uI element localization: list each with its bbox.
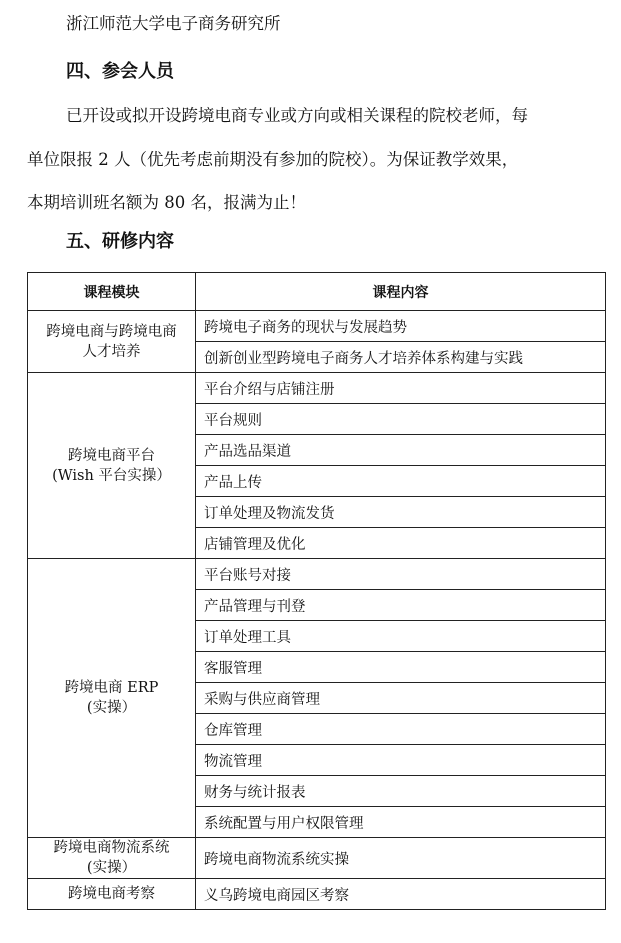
module-name-line: (实操） xyxy=(86,700,137,716)
content-cell: 客服管理 xyxy=(196,652,606,683)
module-name-line: 跨境电商平台 xyxy=(68,447,155,464)
section-4-paragraph-line-1: 已开设或拟开设跨境电商专业或方向或相关课程的院校老师，每 xyxy=(66,106,528,125)
module-name-line: 跨境电商 ERP xyxy=(64,680,159,696)
module-name-line: (Wish 平台实操） xyxy=(52,467,171,484)
content-cell: 平台介绍与店铺注册 xyxy=(196,373,606,404)
content-cell: 店铺管理及优化 xyxy=(196,528,606,559)
content-cell: 系统配置与用户权限管理 xyxy=(196,807,606,838)
table-body xyxy=(28,311,606,910)
module-cell xyxy=(28,311,196,373)
table-header-row xyxy=(28,273,606,311)
table-row xyxy=(28,311,606,342)
section-4-paragraph-line-3: 本期培训班名额为 80 名，报满为止！ xyxy=(27,193,306,212)
content-cell: 跨境电商物流系统实操 xyxy=(196,838,606,879)
content-cell: 跨境电子商务的现状与发展趋势 xyxy=(196,311,606,342)
module-cell xyxy=(28,559,196,838)
content-cell: 仓库管理 xyxy=(196,714,606,745)
table-row xyxy=(28,373,606,404)
content-cell: 订单处理工具 xyxy=(196,621,606,652)
content-cell: 平台规则 xyxy=(196,404,606,435)
module-cell xyxy=(28,838,196,879)
content-cell: 创新创业型跨境电子商务人才培养体系构建与实践 xyxy=(196,342,606,373)
content-cell: 义乌跨境电商园区考察 xyxy=(196,879,606,910)
module-name-line: (实操） xyxy=(86,860,137,876)
module-name-line: 跨境电商考察 xyxy=(68,886,155,902)
module-name-line: 跨境电商物流系统 xyxy=(53,840,170,856)
content-cell: 产品上传 xyxy=(196,466,606,497)
section-4-paragraph-line-2: 单位限报 2 人（优先考虑前期没有参加的院校）。为保证教学效果， xyxy=(27,150,519,169)
content-cell: 财务与统计报表 xyxy=(196,776,606,807)
content-cell: 产品管理与刊登 xyxy=(196,590,606,621)
section-5-heading: 五、研修内容 xyxy=(66,231,174,252)
module-cell xyxy=(28,373,196,559)
header-module: 课程模块 xyxy=(28,273,196,311)
module-name-line: 跨境电商与跨境电商 xyxy=(46,323,177,340)
table-row xyxy=(28,559,606,590)
content-cell: 采购与供应商管理 xyxy=(196,683,606,714)
content-cell: 物流管理 xyxy=(196,745,606,776)
intro-line: 浙江师范大学电子商务研究所 xyxy=(66,14,281,33)
module-name-line: 人才培养 xyxy=(82,343,141,360)
course-table xyxy=(27,272,606,910)
header-content: 课程内容 xyxy=(196,273,606,311)
table-row xyxy=(28,879,606,910)
table-row xyxy=(28,838,606,879)
module-cell xyxy=(28,879,196,910)
content-cell: 订单处理及物流发货 xyxy=(196,497,606,528)
content-cell: 产品选品渠道 xyxy=(196,435,606,466)
content-cell: 平台账号对接 xyxy=(196,559,606,590)
section-4-heading: 四、参会人员 xyxy=(66,61,174,82)
